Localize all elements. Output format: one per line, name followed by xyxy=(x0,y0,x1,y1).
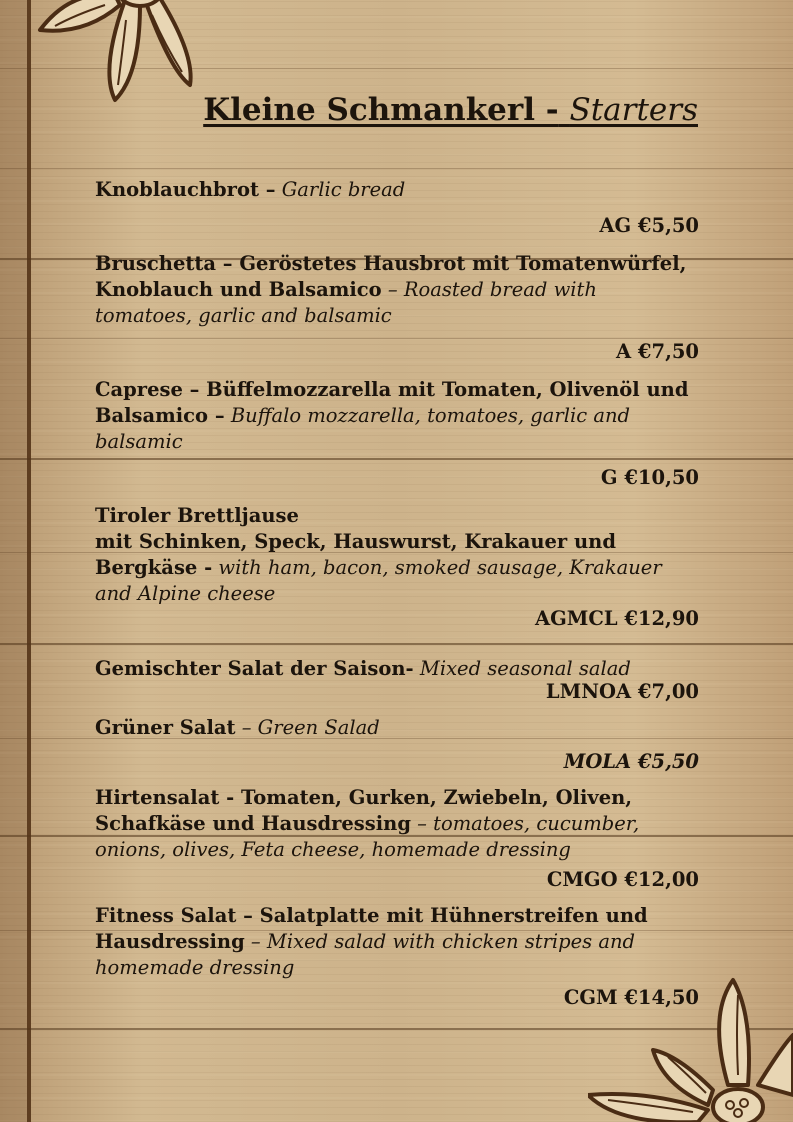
item-price: A €7,50 xyxy=(616,340,699,363)
wood-plank-line xyxy=(0,338,793,339)
item-price: CMGO €12,00 xyxy=(546,868,699,891)
menu-item-knoblauchbrot xyxy=(95,177,700,203)
wood-plank-line xyxy=(0,168,793,169)
item-name-en: Garlic bread xyxy=(281,178,406,201)
wood-plank-line xyxy=(0,458,793,460)
wood-plank-line xyxy=(0,643,793,645)
item-name-de: Caprese – Büffelmozzarella mit Tomaten, Olivenöl und Balsamico – xyxy=(95,378,689,427)
item-name-en: Mixed seasonal salad xyxy=(419,657,631,680)
item-name-en: Buffalo mozzarella, tomatoes, garlic and balsamic xyxy=(95,404,630,453)
menu-item-hirtensalat xyxy=(95,785,700,863)
item-name-de: Hirtensalat - Tomaten, Gurken, Zwiebeln, Oliven, Schafkäse und Hausdressing xyxy=(95,786,633,835)
item-price: LMNOA €7,00 xyxy=(545,680,699,703)
item-name-de: Fitness Salat – Salatplatte mit Hühnerstreifen und Hausdressing xyxy=(95,904,648,953)
item-name-en: – Mixed salad with chicken stripes and homemade dressing xyxy=(95,930,636,979)
item-name-de: Bruschetta – Geröstetes Hausbrot mit Tomatenwürfel, Knoblauch und Balsamico xyxy=(95,252,687,301)
menu-item-fitness-salat xyxy=(95,903,700,981)
item-description-de: mit Schinken, Speck, Hauswurst, Krakauer und Bergkäse - xyxy=(95,530,616,579)
title-german: Kleine Schmankerl - xyxy=(203,92,559,128)
item-price: MOLA €5,50 xyxy=(563,750,699,773)
item-name-de: Tiroler Brettljause xyxy=(95,504,299,527)
item-price: G €10,50 xyxy=(600,466,699,489)
item-name-de: Knoblauchbrot – xyxy=(95,178,276,201)
item-name-en: – Roasted bread with tomatoes, garlic and balsamic xyxy=(95,278,597,327)
page-title xyxy=(203,92,698,128)
item-price: AG €5,50 xyxy=(599,214,699,237)
item-name-en: with ham, bacon, smoked sausage, Krakauer and Alpine cheese xyxy=(95,556,662,605)
menu-item-gemischter-salat xyxy=(95,656,700,682)
item-price: CGM €14,50 xyxy=(563,986,699,1009)
item-name-en: – Green Salad xyxy=(241,716,380,739)
item-name-de: Grüner Salat xyxy=(95,716,236,739)
menu-item-bruschetta xyxy=(95,251,700,329)
menu-item-gruener-salat xyxy=(95,715,700,741)
item-price: AGMCL €12,90 xyxy=(534,607,699,630)
menu-item-tiroler-brettljause xyxy=(95,503,700,607)
title-english: Starters xyxy=(569,92,698,128)
menu-item-caprese xyxy=(95,377,700,455)
item-name-en: – tomatoes, cucumber, onions, olives, Feta cheese, homemade dressing xyxy=(95,812,640,861)
item-name-de: Gemischter Salat der Saison- xyxy=(95,657,414,680)
